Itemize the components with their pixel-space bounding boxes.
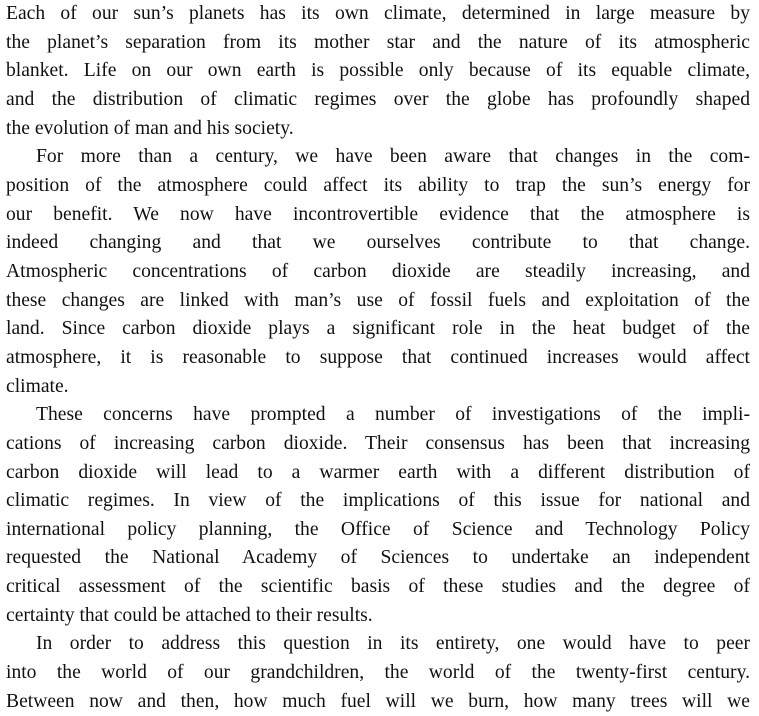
text-line: In order to address this question in its entirety, one would have to peer	[36, 633, 750, 655]
text-line: Between now and then, how much fuel will we burn, how many trees will we	[6, 690, 750, 712]
text-line: Each of our sun’s planets has its own climate, determined in large measure by	[6, 3, 750, 24]
text-line: requested the National Academy of Sciences to undertake an independent	[6, 547, 750, 569]
text-line: our benefit. We now have incontrovertible evidence that the atmosphere is	[6, 203, 750, 225]
text-line: and the distribution of climatic regimes over the globe has profoundly shaped	[6, 88, 750, 110]
text-line: land. Since carbon dioxide plays a significant role in the heat budget of the	[6, 318, 750, 340]
text-line: climatic regimes. In view of the implications of this issue for national and	[6, 490, 750, 512]
text-line: cations of increasing carbon dioxide. Their consensus has been that increasing	[6, 432, 750, 454]
paragraph-3	[6, 401, 750, 630]
text-line: climate.	[6, 375, 69, 397]
text-line: atmosphere, it is reasonable to suppose that continued increases would affect	[6, 346, 750, 368]
paragraph-2	[6, 143, 750, 401]
text-line: carbon dioxide will lead to a warmer earth with a different distribution of	[6, 461, 750, 483]
paragraph-4	[6, 630, 750, 716]
text-line: certainty that could be attached to their results.	[6, 604, 373, 626]
text-line: these changes are linked with man’s use of fossil fuels and exploitation of the	[6, 289, 750, 311]
text-line: indeed changing and that we ourselves contribute to that change.	[6, 232, 750, 254]
text-line: international policy planning, the Office of Science and Technology Policy	[6, 518, 750, 540]
text-line: position of the atmosphere could affect its ability to trap the sun’s energy for	[6, 174, 750, 196]
text-line: the planet’s separation from its mother star and the nature of its atmospheric	[6, 31, 750, 53]
text-line: critical assessment of the scientific basis of these studies and the degree of	[6, 576, 750, 598]
document-page	[6, 0, 750, 716]
text-line: These concerns have prompted a number of investigations of the impli-	[36, 404, 750, 426]
text-line: into the world of our grandchildren, the world of the twenty-first century.	[6, 662, 750, 684]
text-line: the evolution of man and his society.	[6, 117, 294, 139]
text-line: blanket. Life on our own earth is possible only because of its equable climate,	[6, 60, 750, 82]
text-line: For more than a century, we have been aware that changes in the com-	[36, 146, 750, 168]
text-line: Atmospheric concentrations of carbon dioxide are steadily increasing, and	[6, 260, 750, 282]
paragraph-1	[6, 0, 750, 143]
